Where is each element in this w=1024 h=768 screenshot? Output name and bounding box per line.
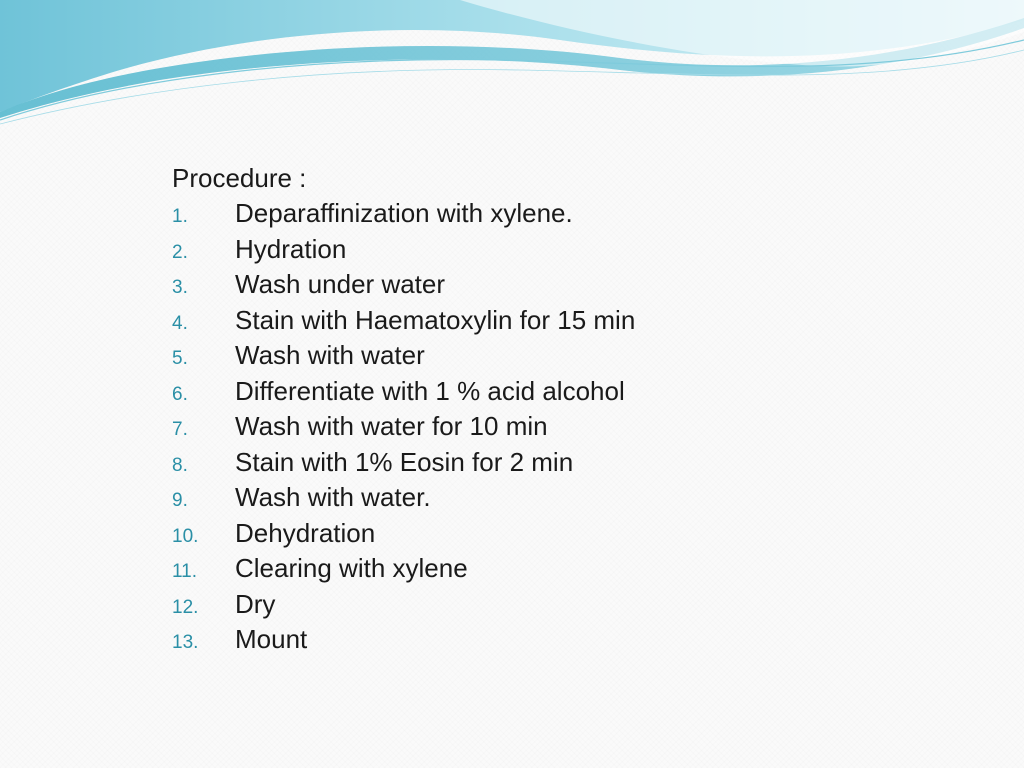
step-number: 6.	[172, 383, 188, 405]
step-text: Stain with Haematoxylin for 15 min	[235, 304, 636, 335]
step-text: Wash with water for 10 min	[235, 411, 548, 441]
step-text: Wash with water	[235, 340, 425, 370]
list-item	[172, 516, 932, 552]
step-number: 9.	[172, 490, 188, 511]
step-number: 13.	[172, 632, 199, 653]
step-text: Hydration	[235, 233, 347, 264]
list-item	[172, 303, 932, 339]
step-number: 10.	[172, 525, 199, 547]
step-text: Dry	[235, 588, 276, 619]
step-number: 2.	[172, 241, 188, 263]
step-number: 4.	[172, 312, 188, 334]
procedure-heading: Procedure :	[172, 163, 307, 193]
list-item	[172, 551, 932, 587]
step-number: 5.	[172, 348, 188, 369]
list-item	[172, 480, 932, 516]
list-item	[172, 587, 932, 623]
step-number: 8.	[172, 454, 188, 476]
step-text: Wash under water	[235, 269, 446, 299]
list-item	[172, 232, 932, 268]
step-text: Deparaffinization with xylene.	[235, 198, 573, 228]
list-item	[172, 409, 932, 445]
step-text: Dehydration	[235, 517, 376, 548]
list-item	[172, 374, 932, 410]
step-text: Stain with 1% Eosin for 2 min	[235, 446, 574, 477]
step-text: Mount	[235, 624, 308, 654]
header-wave-decoration	[0, 0, 1024, 130]
step-text: Wash with water.	[235, 482, 431, 512]
step-number: 12.	[172, 596, 199, 618]
step-number: 11.	[172, 561, 198, 582]
step-text: Differentiate with 1 % acid alcohol	[235, 375, 625, 406]
procedure-steps-list	[172, 196, 932, 658]
list-item	[172, 196, 932, 232]
step-text: Clearing with xylene	[235, 553, 468, 583]
list-item	[172, 445, 932, 481]
list-item	[172, 267, 932, 303]
step-number: 3.	[172, 277, 188, 298]
list-item	[172, 338, 932, 374]
procedure-content	[172, 160, 932, 658]
step-number: 1.	[172, 206, 188, 227]
step-number: 7.	[172, 419, 188, 440]
list-item	[172, 622, 932, 658]
